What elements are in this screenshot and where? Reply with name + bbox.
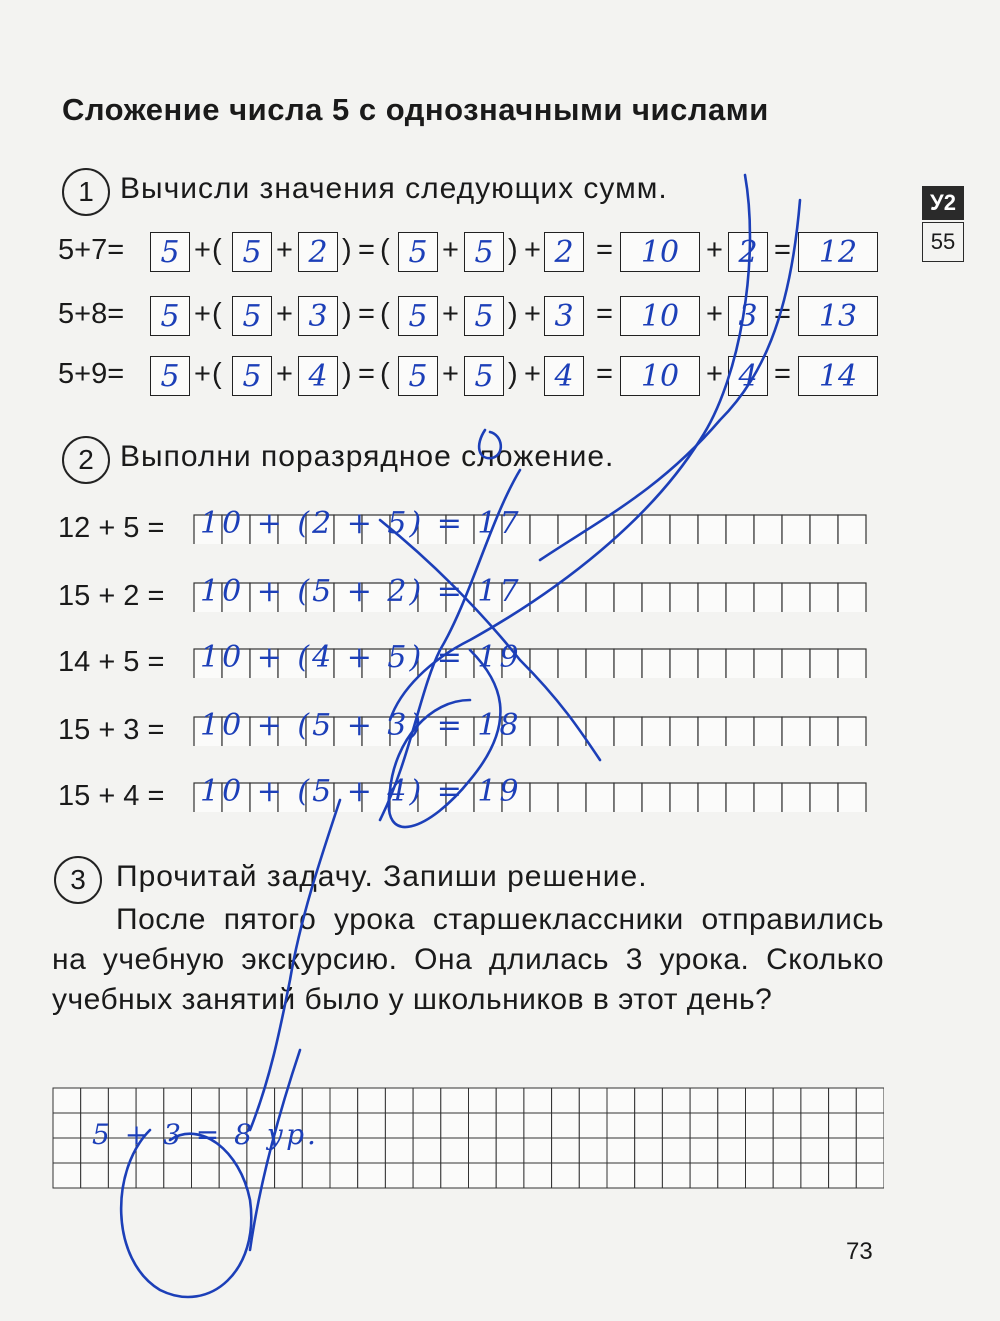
- grid-cell: [810, 515, 838, 544]
- equation-symbol: +: [194, 298, 211, 330]
- grid-cell: [838, 649, 866, 678]
- grid-cell: [385, 1138, 413, 1163]
- grid-cell: [330, 1113, 358, 1138]
- grid-cell: [552, 1163, 580, 1188]
- grid-cell: [718, 1138, 746, 1163]
- task-2-number: 2: [62, 436, 110, 484]
- grid-cell: [698, 717, 726, 746]
- grid-cell: [530, 649, 558, 678]
- handwritten-answer: 5: [160, 359, 180, 394]
- grid-cell: [698, 515, 726, 544]
- equation-symbol: =: [358, 298, 375, 330]
- equation-symbol: +: [442, 234, 459, 266]
- equation-symbol: =: [358, 234, 375, 266]
- answer-box[interactable]: [464, 356, 504, 396]
- grid-cell: [698, 583, 726, 612]
- equation-symbol: +: [194, 358, 211, 390]
- handwritten-answer: 5: [408, 235, 428, 270]
- handwritten-answer: 2: [308, 235, 328, 270]
- grid-cell: [219, 1163, 247, 1188]
- handwritten-answer: 3: [308, 299, 328, 334]
- grid-cell: [413, 1138, 441, 1163]
- equation-symbol: +: [194, 234, 211, 266]
- handwritten-answer: 5: [408, 299, 428, 334]
- answer-box[interactable]: [620, 296, 700, 336]
- grid-cell: [670, 515, 698, 544]
- grid-cell: [773, 1113, 801, 1138]
- handwritten-answer: 5: [474, 299, 494, 334]
- grid-cell: [469, 1163, 497, 1188]
- handwritten-answer: 5: [242, 235, 262, 270]
- grid-cell: [385, 1088, 413, 1113]
- grid-cell: [690, 1138, 718, 1163]
- grid-cell: [856, 1163, 884, 1188]
- grid-cell: [330, 1138, 358, 1163]
- equation-symbol: (: [212, 234, 222, 266]
- answer-box[interactable]: [464, 296, 504, 336]
- answer-box[interactable]: [544, 296, 584, 336]
- grid-cell: [469, 1088, 497, 1113]
- answer-box[interactable]: [798, 296, 878, 336]
- grid-cell: [108, 1088, 136, 1113]
- grid-cell: [635, 1088, 663, 1113]
- handwritten-answer: 10 + (5 + 3) = 18: [200, 708, 522, 743]
- equation-symbol: ): [508, 358, 518, 390]
- grid-cell: [670, 717, 698, 746]
- grid-cell: [614, 649, 642, 678]
- grid-cell: [496, 1138, 524, 1163]
- grid-cell: [690, 1088, 718, 1113]
- equation-symbol: (: [212, 358, 222, 390]
- grid-cell: [642, 717, 670, 746]
- grid-cell: [670, 649, 698, 678]
- grid-cell: [718, 1163, 746, 1188]
- equation-symbol: =: [596, 358, 613, 390]
- handwritten-answer: 12: [818, 235, 858, 270]
- answer-box[interactable]: [728, 232, 768, 272]
- answer-box[interactable]: [728, 296, 768, 336]
- grid-cell: [530, 515, 558, 544]
- equation-symbol: +: [706, 358, 723, 390]
- grid-cell: [746, 1138, 774, 1163]
- grid-cell: [662, 1163, 690, 1188]
- grid-cell: [530, 783, 558, 812]
- equation-symbol: =: [596, 234, 613, 266]
- equation-symbol: +: [442, 298, 459, 330]
- answer-box[interactable]: [620, 232, 700, 272]
- answer-box[interactable]: [728, 356, 768, 396]
- grid-cell: [782, 783, 810, 812]
- grid-cell: [614, 717, 642, 746]
- grid-cell: [746, 1163, 774, 1188]
- grid-cell: [385, 1113, 413, 1138]
- grid-cell: [579, 1088, 607, 1113]
- addition-row: [58, 506, 878, 544]
- equation-symbol: (: [380, 298, 390, 330]
- answer-box[interactable]: [150, 232, 190, 272]
- addition-label: 15 + 3 =: [58, 714, 165, 746]
- equation-lead: 5+7=: [58, 234, 125, 266]
- grid-cell: [642, 783, 670, 812]
- grid-cell: [829, 1163, 857, 1188]
- grid-cell: [136, 1163, 164, 1188]
- grid-cell: [496, 1088, 524, 1113]
- grid-cell: [698, 783, 726, 812]
- grid-cell: [838, 583, 866, 612]
- grid-cell: [586, 783, 614, 812]
- grid-cell: [496, 1163, 524, 1188]
- equation-symbol: =: [596, 298, 613, 330]
- grid-cell: [726, 717, 754, 746]
- grid-cell: [552, 1113, 580, 1138]
- grid-cell: [469, 1113, 497, 1138]
- grid-cell: [558, 649, 586, 678]
- grid-cell: [773, 1138, 801, 1163]
- grid-cell: [607, 1138, 635, 1163]
- equation-symbol: =: [358, 358, 375, 390]
- unit-badge: У2: [922, 186, 964, 220]
- equation-symbol: =: [774, 298, 791, 330]
- equation-symbol: +: [276, 358, 293, 390]
- addition-row: [58, 708, 878, 746]
- page-title: Сложение числа 5 с однозначными числами: [62, 92, 769, 127]
- grid-cell: [524, 1088, 552, 1113]
- handwritten-answer: 5: [160, 235, 180, 270]
- grid-cell: [801, 1163, 829, 1188]
- lesson-number-badge: 55: [922, 222, 964, 262]
- grid-cell: [81, 1163, 109, 1188]
- grid-cell: [275, 1163, 303, 1188]
- answer-box[interactable]: [298, 296, 338, 336]
- grid-cell: [358, 1113, 386, 1138]
- grid-cell: [53, 1113, 81, 1138]
- addition-label: 15 + 4 =: [58, 780, 165, 812]
- grid-cell: [838, 783, 866, 812]
- equation-symbol: +: [706, 234, 723, 266]
- grid-cell: [552, 1138, 580, 1163]
- answer-box[interactable]: [232, 356, 272, 396]
- grid-cell: [614, 783, 642, 812]
- equation-symbol: +: [276, 298, 293, 330]
- equation-symbol: =: [774, 234, 791, 266]
- grid-cell: [530, 583, 558, 612]
- equation-symbol: +: [706, 298, 723, 330]
- handwritten-answer: 5: [242, 359, 262, 394]
- grid-cell: [635, 1138, 663, 1163]
- equation-row: [58, 296, 898, 336]
- grid-cell: [670, 583, 698, 612]
- grid-cell: [782, 717, 810, 746]
- equation-symbol: ): [508, 298, 518, 330]
- addition-label: 12 + 5 =: [58, 512, 165, 544]
- grid-cell: [856, 1088, 884, 1113]
- grid-cell: [829, 1113, 857, 1138]
- handwritten-answer: 4: [308, 359, 328, 394]
- equation-symbol: +: [276, 234, 293, 266]
- grid-cell: [330, 1163, 358, 1188]
- answer-box[interactable]: [150, 356, 190, 396]
- task-3-problem: После пятого урока старшеклассники отправились на учебную экскурсию. Она длилась 3 урока. Сколько учебных занятий было у школьников в этот день?: [52, 903, 884, 1016]
- grid-cell: [530, 717, 558, 746]
- grid-cell: [524, 1163, 552, 1188]
- grid-cell: [108, 1163, 136, 1188]
- grid-cell: [726, 583, 754, 612]
- grid-cell: [330, 1088, 358, 1113]
- grid-cell: [558, 717, 586, 746]
- grid-cell: [754, 515, 782, 544]
- answer-box[interactable]: [232, 296, 272, 336]
- grid-cell: [441, 1113, 469, 1138]
- grid-cell: [801, 1138, 829, 1163]
- grid-cell: [810, 583, 838, 612]
- handwritten-answer: 5: [474, 359, 494, 394]
- grid-cell: [192, 1088, 220, 1113]
- grid-cell: [607, 1163, 635, 1188]
- grid-cell: [441, 1088, 469, 1113]
- answer-box[interactable]: [298, 232, 338, 272]
- grid-cell: [164, 1163, 192, 1188]
- handwritten-answer: 3: [738, 299, 758, 334]
- grid-cell: [614, 515, 642, 544]
- grid-cell: [558, 783, 586, 812]
- handwritten-answer: 2: [554, 235, 574, 270]
- equation-symbol: ): [342, 358, 352, 390]
- grid-cell: [524, 1138, 552, 1163]
- grid-cell: [413, 1163, 441, 1188]
- handwritten-answer: 14: [818, 359, 858, 394]
- answer-box[interactable]: [798, 232, 878, 272]
- answer-box[interactable]: [544, 232, 584, 272]
- equation-symbol: (: [380, 234, 390, 266]
- grid-cell: [773, 1163, 801, 1188]
- grid-cell: [586, 649, 614, 678]
- handwritten-answer: 10 + (4 + 5) = 19: [200, 640, 522, 675]
- addition-row: [58, 774, 878, 812]
- grid-cell: [662, 1088, 690, 1113]
- handwritten-answer: 3: [554, 299, 574, 334]
- grid-cell: [607, 1113, 635, 1138]
- task-3-number: 3: [54, 856, 102, 904]
- handwritten-answer: 10: [640, 235, 680, 270]
- grid-cell: [441, 1163, 469, 1188]
- equation-symbol: +: [524, 358, 541, 390]
- grid-cell: [552, 1088, 580, 1113]
- task-3-instruction: Прочитай задачу. Запиши решение.: [116, 860, 648, 893]
- grid-cell: [782, 515, 810, 544]
- grid-cell: [670, 783, 698, 812]
- grid-cell: [469, 1138, 497, 1163]
- handwritten-answer: 4: [554, 359, 574, 394]
- grid-cell: [838, 515, 866, 544]
- equation-symbol: ): [508, 234, 518, 266]
- grid-cell: [524, 1113, 552, 1138]
- grid-cell: [662, 1138, 690, 1163]
- grid-cell: [856, 1113, 884, 1138]
- answer-box[interactable]: [544, 356, 584, 396]
- grid-cell: [829, 1138, 857, 1163]
- equation-symbol: ): [342, 298, 352, 330]
- grid-cell: [413, 1088, 441, 1113]
- grid-cell: [192, 1163, 220, 1188]
- grid-cell: [586, 515, 614, 544]
- grid-cell: [690, 1163, 718, 1188]
- grid-cell: [579, 1138, 607, 1163]
- answer-box[interactable]: [398, 232, 438, 272]
- equation-row: [58, 232, 898, 272]
- task-1-instruction: Вычисли значения следующих сумм.: [120, 172, 668, 205]
- handwritten-answer: 2: [738, 235, 758, 270]
- equation-symbol: (: [212, 298, 222, 330]
- handwritten-answer: 10 + (2 + 5) = 17: [200, 506, 522, 541]
- grid-cell: [698, 649, 726, 678]
- equation-symbol: +: [524, 234, 541, 266]
- answer-box[interactable]: [620, 356, 700, 396]
- grid-cell: [247, 1163, 275, 1188]
- grid-cell: [607, 1088, 635, 1113]
- grid-cell: [558, 515, 586, 544]
- grid-cell: [219, 1088, 247, 1113]
- grid-cell: [642, 515, 670, 544]
- handwritten-answer: 4: [738, 359, 758, 394]
- answer-box[interactable]: [298, 356, 338, 396]
- grid-cell: [302, 1088, 330, 1113]
- answer-box[interactable]: [150, 296, 190, 336]
- grid-cell: [358, 1088, 386, 1113]
- handwritten-answer: 5: [408, 359, 428, 394]
- grid-cell: [810, 649, 838, 678]
- addition-row: [58, 574, 878, 612]
- equation-lead: 5+9=: [58, 358, 125, 390]
- grid-cell: [247, 1088, 275, 1113]
- answer-box[interactable]: [398, 356, 438, 396]
- grid-cell: [718, 1113, 746, 1138]
- grid-cell: [579, 1163, 607, 1188]
- grid-cell: [829, 1088, 857, 1113]
- task-3-answer: 5 + 3 = 8 ур.: [92, 1118, 319, 1151]
- answer-box[interactable]: [398, 296, 438, 336]
- grid-cell: [801, 1113, 829, 1138]
- grid-cell: [385, 1163, 413, 1188]
- grid-cell: [782, 649, 810, 678]
- grid-cell: [773, 1088, 801, 1113]
- grid-cell: [754, 717, 782, 746]
- handwritten-answer: 5: [242, 299, 262, 334]
- grid-cell: [856, 1138, 884, 1163]
- handwritten-answer: 10: [640, 299, 680, 334]
- grid-cell: [275, 1088, 303, 1113]
- grid-cell: [635, 1163, 663, 1188]
- grid-cell: [746, 1088, 774, 1113]
- task-1-number: 1: [62, 168, 110, 216]
- grid-cell: [558, 583, 586, 612]
- handwritten-answer: 10 + (5 + 4) = 19: [200, 774, 522, 809]
- handwritten-answer: 10 + (5 + 2) = 17: [200, 574, 522, 609]
- equation-symbol: =: [774, 358, 791, 390]
- grid-cell: [164, 1088, 192, 1113]
- grid-cell: [782, 583, 810, 612]
- grid-cell: [579, 1113, 607, 1138]
- equation-symbol: ): [342, 234, 352, 266]
- handwritten-answer: 5: [474, 235, 494, 270]
- addition-label: 14 + 5 =: [58, 646, 165, 678]
- equation-symbol: (: [380, 358, 390, 390]
- equation-lead: 5+8=: [58, 298, 125, 330]
- handwritten-answer: 13: [818, 299, 858, 334]
- grid-cell: [746, 1113, 774, 1138]
- handwritten-answer: 5: [160, 299, 180, 334]
- grid-cell: [614, 583, 642, 612]
- equation-symbol: +: [442, 358, 459, 390]
- page-number: 73: [846, 1238, 873, 1265]
- grid-cell: [302, 1163, 330, 1188]
- grid-cell: [726, 515, 754, 544]
- grid-cell: [754, 649, 782, 678]
- answer-box[interactable]: [798, 356, 878, 396]
- grid-cell: [496, 1113, 524, 1138]
- grid-cell: [53, 1138, 81, 1163]
- equation-symbol: +: [524, 298, 541, 330]
- addition-label: 15 + 2 =: [58, 580, 165, 612]
- grid-cell: [53, 1163, 81, 1188]
- grid-cell: [754, 583, 782, 612]
- answer-box[interactable]: [464, 232, 504, 272]
- task-2-instruction: Выполни поразрядное сложение.: [120, 440, 615, 473]
- grid-cell: [642, 583, 670, 612]
- addition-row: [58, 640, 878, 678]
- grid-cell: [81, 1088, 109, 1113]
- grid-cell: [726, 649, 754, 678]
- grid-cell: [53, 1088, 81, 1113]
- grid-cell: [642, 649, 670, 678]
- equation-row: [58, 356, 898, 396]
- grid-cell: [662, 1113, 690, 1138]
- grid-cell: [586, 717, 614, 746]
- grid-cell: [136, 1088, 164, 1113]
- answer-box[interactable]: [232, 232, 272, 272]
- grid-cell: [718, 1088, 746, 1113]
- grid-cell: [690, 1113, 718, 1138]
- grid-cell: [838, 717, 866, 746]
- grid-cell: [586, 583, 614, 612]
- grid-cell: [726, 783, 754, 812]
- grid-cell: [810, 783, 838, 812]
- handwritten-answer: 10: [640, 359, 680, 394]
- grid-cell: [413, 1113, 441, 1138]
- grid-cell: [635, 1113, 663, 1138]
- grid-cell: [358, 1138, 386, 1163]
- grid-cell: [810, 717, 838, 746]
- grid-cell: [358, 1163, 386, 1188]
- grid-cell: [754, 783, 782, 812]
- grid-cell: [801, 1088, 829, 1113]
- grid-cell: [441, 1138, 469, 1163]
